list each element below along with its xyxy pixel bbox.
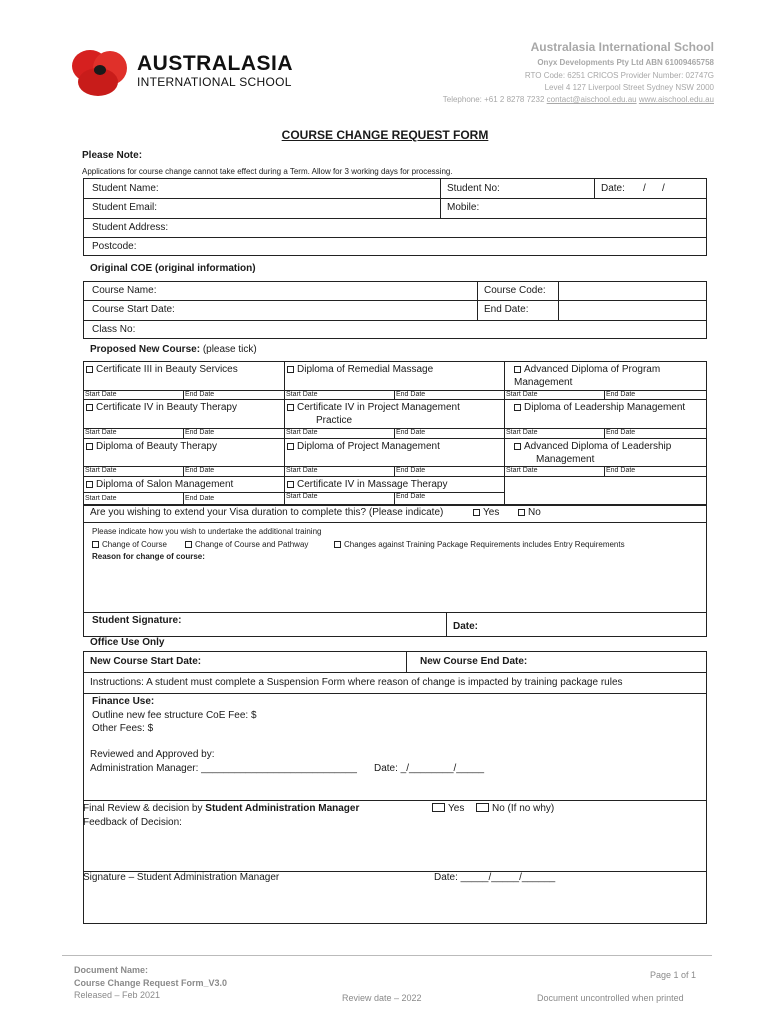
checkbox-icon[interactable] <box>514 366 521 373</box>
student-name-field[interactable]: Student Name: <box>92 183 159 194</box>
checkbox-icon[interactable] <box>432 803 445 812</box>
course-option-label-cont: Practice <box>316 415 353 426</box>
visa-yes-option[interactable]: Yes <box>473 507 499 518</box>
end-date-cell[interactable]: End Date <box>396 467 426 474</box>
original-coe-heading: Original COE (original information) <box>90 263 256 274</box>
course-option-cert3-beauty-services[interactable]: Certificate III in Beauty Services <box>86 364 238 375</box>
visa-question: Are you wishing to extend your Visa duration to complete this? (Please indicate) <box>90 507 444 518</box>
student-signature-field[interactable]: Student Signature: <box>92 615 182 626</box>
doc-name: Course Change Request Form_V3.0 <box>74 978 228 988</box>
postcode-field[interactable]: Postcode: <box>92 241 137 252</box>
training-option-package-requirements[interactable]: Changes against Training Package Requirements includes Entry Requirements <box>334 540 625 549</box>
final-review-yes-option[interactable]: Yes <box>432 803 464 814</box>
course-option-cert4-beauty-therapy[interactable]: Certificate IV in Beauty Therapy <box>86 402 237 413</box>
rto-line: RTO Code: 6251 CRICOS Provider Number: 02747G <box>524 71 714 80</box>
course-option-diploma-remedial-massage[interactable]: Diploma of Remedial Massage <box>287 364 433 375</box>
logo-subtitle: INTERNATIONAL SCHOOL <box>137 75 292 89</box>
office-instructions: Instructions: A student must complete a Suspension Form where reason of change is impacted by training package rules <box>90 677 623 688</box>
checkbox-icon[interactable] <box>287 443 294 450</box>
checkbox-icon[interactable] <box>334 541 341 548</box>
manager-signature-date-field[interactable]: Date: _____/_____/______ <box>434 872 556 883</box>
note-text: Applications for course change cannot take effect during a Term. Allow for 3 working days for processing. <box>82 167 453 176</box>
new-course-end-date-field[interactable]: New Course End Date: <box>420 656 528 667</box>
finance-use-heading: Finance Use: <box>92 696 155 707</box>
final-review-no-option[interactable]: No (If no why) <box>476 803 554 814</box>
checkbox-icon[interactable] <box>514 443 521 450</box>
checkbox-icon[interactable] <box>185 541 192 548</box>
course-option-diploma-salon-mgmt[interactable]: Diploma of Salon Management <box>86 479 233 490</box>
original-coe-box <box>83 281 707 339</box>
office-use-box <box>83 651 707 924</box>
course-option-adv-diploma-leadership[interactable]: Advanced Diploma of Leadership <box>514 441 671 452</box>
end-date-cell[interactable]: End Date <box>606 429 636 436</box>
course-option-diploma-beauty-therapy[interactable]: Diploma of Beauty Therapy <box>86 441 217 452</box>
doc-name-label: Document Name: <box>74 965 149 975</box>
signature-date-field[interactable]: Date: <box>453 621 479 632</box>
website-link[interactable]: www.aischool.edu.au <box>638 95 714 104</box>
checkbox-icon[interactable] <box>287 366 294 373</box>
checkbox-icon[interactable] <box>86 404 93 411</box>
logo-title: AUSTRALASIA <box>137 52 293 75</box>
start-date-cell[interactable]: Start Date <box>506 467 538 474</box>
end-date-cell[interactable]: End Date <box>185 391 215 398</box>
date-separator: / <box>643 183 646 194</box>
checkbox-icon[interactable] <box>473 509 480 516</box>
end-date-cell[interactable]: End Date <box>396 493 426 500</box>
course-start-date-field[interactable]: Course Start Date: <box>92 304 175 315</box>
course-code-field[interactable]: Course Code: <box>484 285 546 296</box>
student-no-field[interactable]: Student No: <box>447 183 500 194</box>
checkbox-icon[interactable] <box>86 481 93 488</box>
reviewed-label: Reviewed and Approved by: <box>90 749 215 760</box>
course-option-diploma-project-mgmt[interactable]: Diploma of Project Management <box>287 441 440 452</box>
feedback-field[interactable]: Feedback of Decision: <box>83 817 182 828</box>
start-date-cell[interactable]: Start Date <box>85 467 117 474</box>
course-option-cert4-massage-therapy[interactable]: Certificate IV in Massage Therapy <box>287 479 447 490</box>
training-option-change-pathway[interactable]: Change of Course and Pathway <box>185 540 308 549</box>
admin-manager-field[interactable]: Administration Manager: ____________________________ <box>90 763 357 774</box>
end-date-cell[interactable]: End Date <box>606 467 636 474</box>
manager-signature-field[interactable]: Signature – Student Administration Manager <box>83 872 280 883</box>
end-date-cell[interactable]: End Date <box>185 467 215 474</box>
contact-line <box>443 95 714 104</box>
uncontrolled-note: Document uncontrolled when printed <box>537 993 684 1003</box>
start-date-cell[interactable]: Start Date <box>286 493 318 500</box>
note-heading: Please Note: <box>82 150 143 161</box>
mobile-field[interactable]: Mobile: <box>447 202 480 213</box>
checkbox-icon[interactable] <box>518 509 525 516</box>
course-option-label-cont: Management <box>514 377 573 388</box>
admin-date-field[interactable]: Date: _/________/_____ <box>374 763 485 774</box>
start-date-cell[interactable]: Start Date <box>85 495 117 502</box>
start-date-cell[interactable]: Start Date <box>286 467 318 474</box>
page-number: Page 1 of 1 <box>650 970 697 980</box>
course-option-diploma-leadership[interactable]: Diploma of Leadership Management <box>514 402 685 413</box>
reason-label[interactable]: Reason for change of course: <box>92 552 205 561</box>
form-title: COURSE CHANGE REQUEST FORM <box>281 128 489 142</box>
final-review-label: Final Review & decision by Student Administration Manager <box>83 803 360 814</box>
class-no-field[interactable]: Class No: <box>92 324 136 335</box>
start-date-cell[interactable]: Start Date <box>286 429 318 436</box>
end-date-cell[interactable]: End Date <box>396 429 426 436</box>
student-date-field[interactable]: Date: <box>601 183 625 194</box>
other-fees-field[interactable]: Other Fees: $ <box>92 723 154 734</box>
poppy-logo-icon <box>68 46 134 98</box>
course-option-label-cont: Management <box>536 454 595 465</box>
training-option-change-course[interactable]: Change of Course <box>92 540 167 549</box>
end-date-cell[interactable]: End Date <box>185 429 215 436</box>
start-date-cell[interactable]: Start Date <box>286 391 318 398</box>
email-link[interactable]: contact@aischool.edu.au <box>546 95 637 104</box>
checkbox-icon[interactable] <box>86 366 93 373</box>
start-date-cell[interactable]: Start Date <box>506 391 538 398</box>
proposed-heading: Proposed New Course: (please tick) <box>90 344 257 355</box>
telephone: Telephone: +61 2 8278 7232 <box>442 95 545 104</box>
start-date-cell[interactable]: Start Date <box>85 391 117 398</box>
course-option-adv-diploma-program-mgmt[interactable]: Advanced Diploma of Program <box>514 364 660 375</box>
office-use-heading: Office Use Only <box>90 637 165 648</box>
company-line: Onyx Developments Pty Ltd ABN 61009465758 <box>537 58 714 67</box>
checkbox-icon[interactable] <box>287 481 294 488</box>
end-date-cell[interactable]: End Date <box>396 391 426 398</box>
end-date-cell[interactable]: End Date <box>185 495 215 502</box>
training-instruction: Please indicate how you wish to undertake the additional training <box>92 527 322 536</box>
start-date-cell[interactable]: Start Date <box>85 429 117 436</box>
checkbox-icon[interactable] <box>476 803 489 812</box>
end-date-cell[interactable]: End Date <box>606 391 636 398</box>
checkbox-icon[interactable] <box>514 404 521 411</box>
review-date: Review date – 2022 <box>342 993 422 1003</box>
checkbox-icon[interactable] <box>92 541 99 548</box>
checkbox-icon[interactable] <box>287 404 294 411</box>
new-course-start-date-field[interactable]: New Course Start Date: <box>90 656 202 667</box>
checkbox-icon[interactable] <box>86 443 93 450</box>
address-line: Level 4 127 Liverpool Street Sydney NSW 2000 <box>544 83 714 92</box>
student-address-field[interactable]: Student Address: <box>92 222 169 233</box>
end-date-field[interactable]: End Date: <box>484 304 529 315</box>
visa-no-option[interactable]: No <box>518 507 541 518</box>
course-name-field[interactable]: Course Name: <box>92 285 157 296</box>
released-date: Released – Feb 2021 <box>74 990 161 1000</box>
course-option-cert4-project-mgmt[interactable]: Certificate IV in Project Management <box>287 402 460 413</box>
student-email-field[interactable]: Student Email: <box>92 202 158 213</box>
school-name: Australasia International School <box>530 40 714 54</box>
date-separator: / <box>662 183 665 194</box>
start-date-cell[interactable]: Start Date <box>506 429 538 436</box>
coe-fee-field[interactable]: Outline new fee structure CoE Fee: $ <box>92 710 257 721</box>
